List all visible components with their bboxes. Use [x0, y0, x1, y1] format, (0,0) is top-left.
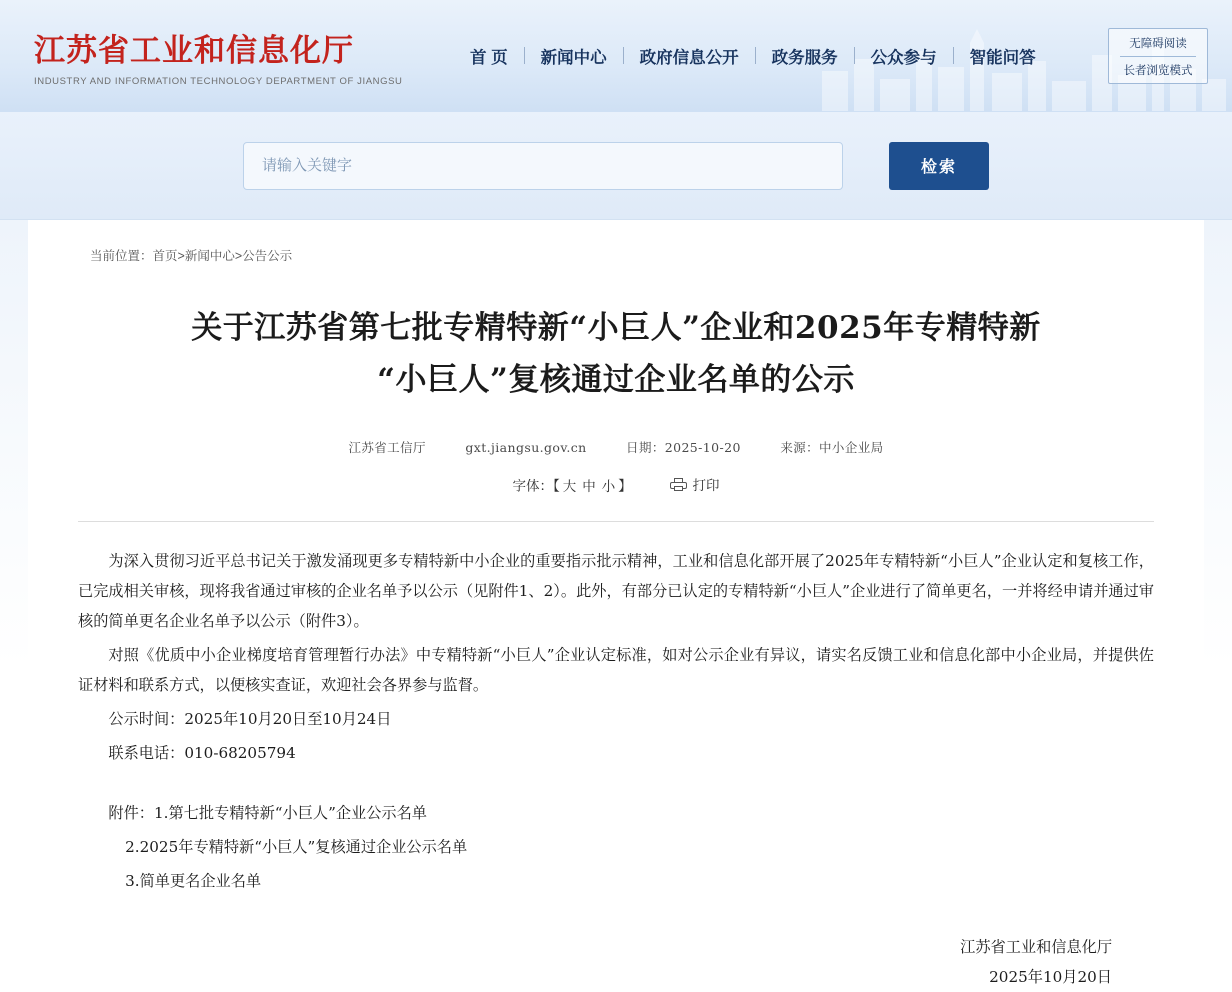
logo-title-cn: 江苏省工业和信息化厅: [34, 32, 354, 69]
nav-item-gov-service[interactable]: 政务服务: [771, 48, 838, 67]
site-logo[interactable]: [34, 25, 434, 87]
page-body: [0, 220, 1232, 986]
attachment-item-3[interactable]: 3.简单更名企业名单: [125, 871, 262, 890]
bracket-right: 】: [618, 478, 632, 494]
article-meta: [78, 438, 1154, 456]
nav-item-gov-info[interactable]: 政府信息公开: [639, 48, 739, 67]
meta-department: 江苏省工信厅: [348, 440, 426, 455]
attachments: [78, 798, 1154, 896]
nav-item-smart-qa[interactable]: 智能问答: [969, 48, 1036, 67]
breadcrumb-prefix: 当前位置：: [90, 249, 153, 263]
main-nav: [454, 44, 1098, 68]
attachment-item-1[interactable]: [78, 798, 1154, 828]
search-input[interactable]: [243, 142, 843, 190]
signature-date: 2025年10月20日: [989, 967, 1112, 986]
search-band: [0, 112, 1232, 220]
breadcrumb-path[interactable]: 首页>新闻中心>公告公示: [152, 249, 293, 263]
breadcrumb: [78, 220, 1154, 264]
article-tools: [78, 474, 1154, 495]
signature-organization: 江苏省工业和信息化厅: [960, 937, 1112, 956]
attachments-label: 附件：: [108, 803, 154, 822]
article-paragraph-1: 为深入贯彻习近平总书记关于激发涌现更多专精特新中小企业的重要指示批示精神，工业和信息化部开展了2025年专精特新“小巨人”企业认定和复核工作，已完成相关审核，现将我省通过审核的企业名单予以公示（见附件1、2）。此外，有部分已认定的专精特新“小巨人”企业进行了简单更名，一并将经申请并通过审核的简单更名企业名单予以公示（附件3）。: [78, 551, 1154, 630]
meta-site: gxt.jiangsu.gov.cn: [465, 440, 587, 455]
contact-phone: 联系电话：010-68205794: [108, 743, 296, 762]
fontsize-small-button[interactable]: 小: [601, 478, 616, 494]
accessibility-divider: [1120, 56, 1196, 57]
signature-block: [78, 932, 1154, 992]
fontsize-large-button[interactable]: 大: [562, 478, 577, 494]
search-button[interactable]: 检索: [889, 142, 989, 190]
page-title: [108, 302, 1124, 406]
content-divider: [78, 521, 1154, 522]
page-title-line2: “小巨人”复核通过企业名单的公示: [377, 362, 855, 398]
nav-item-home[interactable]: 首 页: [470, 48, 508, 67]
nav-item-public-participation[interactable]: 公众参与: [870, 48, 937, 67]
logo-title-en: INDUSTRY AND INFORMATION TECHNOLOGY DEPARTMENT OF JIANGSU: [34, 75, 403, 87]
bracket-left: 【: [552, 478, 560, 494]
fontsize-medium-button[interactable]: 中: [582, 478, 596, 494]
nav-item-news[interactable]: 新闻中心: [540, 48, 607, 67]
print-label: 打印: [692, 478, 720, 493]
accessibility-panel[interactable]: [1108, 28, 1208, 84]
notice-time: 公示时间：2025年10月20日至10月24日: [108, 709, 392, 728]
print-button[interactable]: [670, 474, 720, 494]
meta-origin: 来源：中小企业局: [780, 440, 884, 455]
accessibility-reading-label[interactable]: 无障碍阅读: [1129, 37, 1187, 50]
article-body: [78, 546, 1154, 896]
article-paragraph-2: 对照《优质中小企业梯度培育管理暂行办法》中专精特新“小巨人”企业认定标准，如对公示企业有异议，请实名反馈工业和信息化部中小企业局，并提供佐证材料和联系方式，以便核实查证，欢迎社会各界参与监督。: [78, 645, 1154, 694]
elder-mode-label[interactable]: 长者浏览模式: [1123, 64, 1193, 77]
article-card: [28, 220, 1204, 986]
page-title-line1: 关于江苏省第七批专精特新“小巨人”企业和2025年专精特新: [191, 310, 1041, 346]
fontsize-label: 字体：: [512, 478, 553, 494]
attachment-1-text[interactable]: 1.第七批专精特新“小巨人”企业公示名单: [153, 803, 427, 822]
meta-date: 日期：2025-10-20: [626, 440, 741, 455]
printer-icon: [670, 478, 687, 491]
site-header: [0, 0, 1232, 112]
attachment-item-2[interactable]: 2.2025年专精特新“小巨人”复核通过企业公示名单: [125, 837, 468, 856]
